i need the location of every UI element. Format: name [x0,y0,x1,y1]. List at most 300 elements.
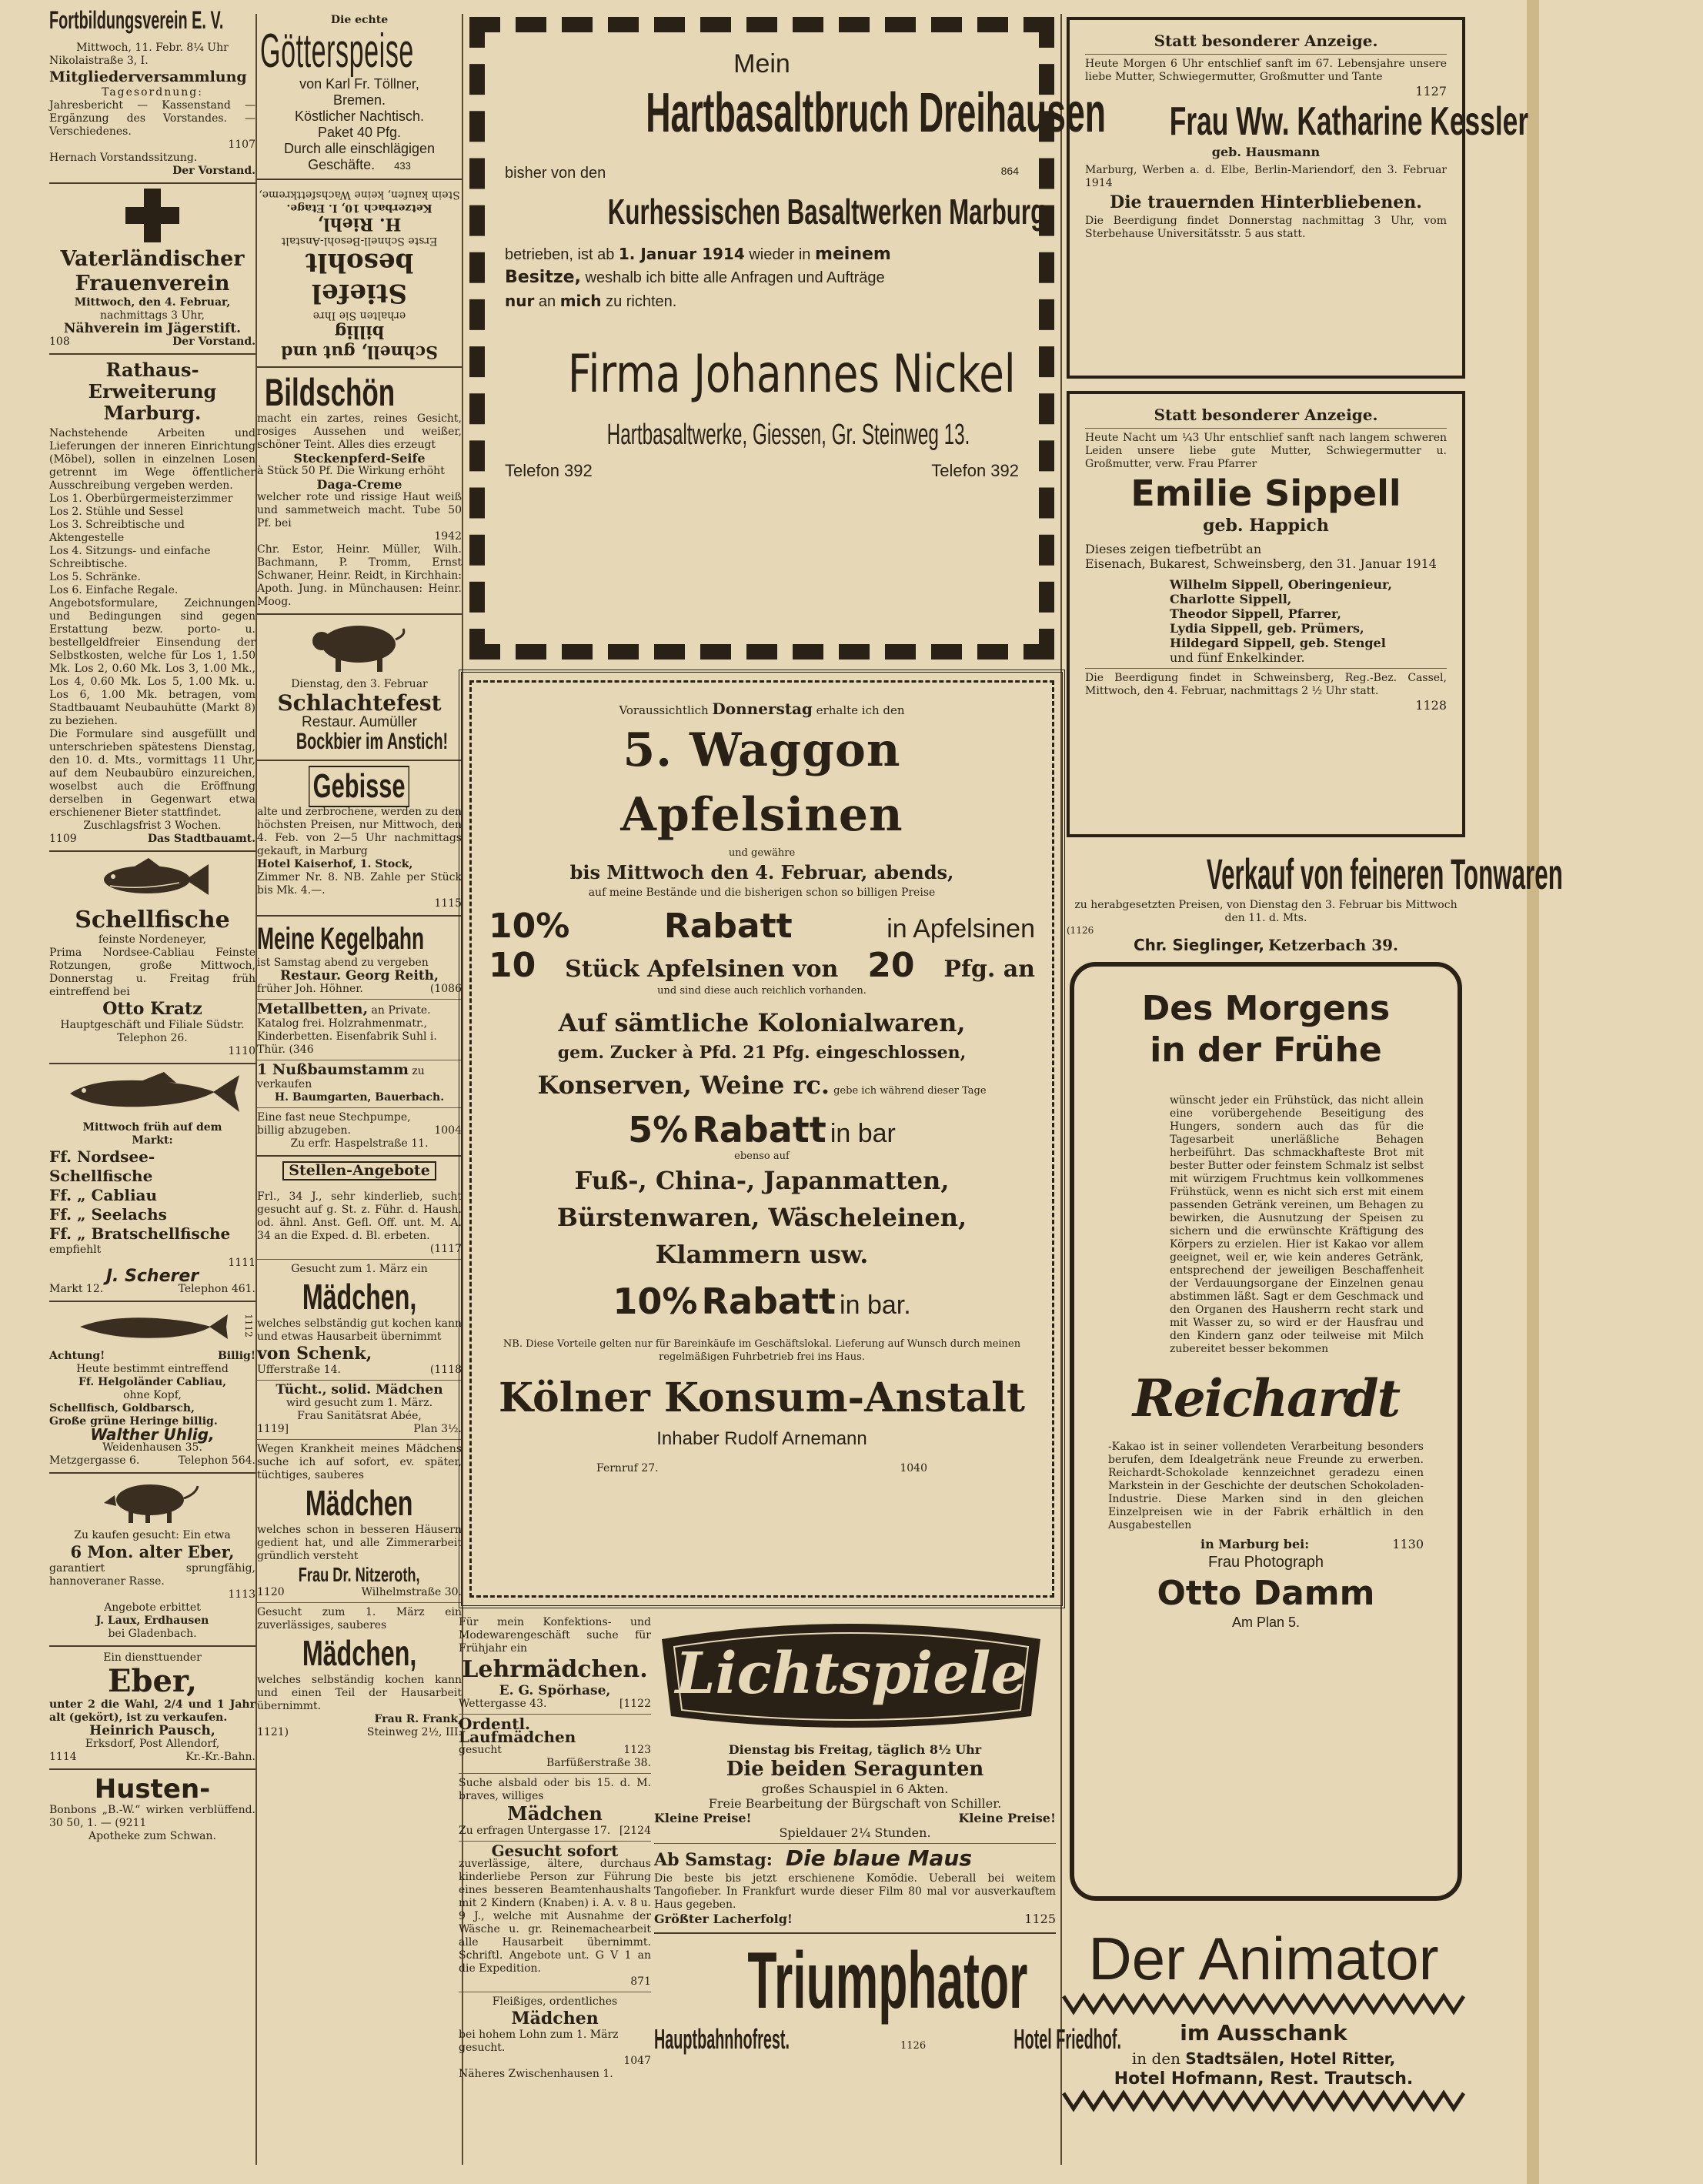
text: Marburg, Werben a. d. Elbe, Berlin-Mariendorf, den 3. Februar 1914 [1085,164,1447,189]
text: Durch alle einschlägigen [283,141,436,156]
text: Stück Apfelsinen von [565,956,839,983]
text: Heute Nacht um ¼3 Uhr entschlief sanft nach langem schweren Leiden unsere liebe gute Mutter, Schwiegermutter u. Großmutter, verw. Frau Pfarrer [1085,432,1447,470]
text: erhalte ich den [816,703,905,717]
text: garantiert sprungfähig, hannoveraner Rasse. [49,1562,255,1588]
ad-rathaus [49,359,255,846]
text: Die trauernden Hinterbliebenen. [1110,192,1422,212]
ad-code: 1111 [228,1257,255,1269]
text: in den [1131,2049,1180,2068]
phone: Telefon 392 [505,461,593,480]
text: bei Gladenbach. [108,1628,197,1640]
text: zu richten. [606,293,677,310]
ad-title: Verkauf von feineren Tonwaren [1206,850,1563,898]
text: Plan 3½. [413,1423,462,1435]
ad-title: Mädchen [507,1802,603,1825]
divider [257,1107,462,1108]
divider [49,1301,255,1302]
text: Heute bestimmt eintreffend [76,1363,229,1375]
text: in Marburg bei: [1200,1537,1310,1551]
advertiser-name: Otto Kratz [102,999,202,1019]
ad-bildschoen [257,372,462,609]
discount-percent: 10% [489,907,570,946]
text: Bremen. [332,92,386,108]
fish-icon [95,857,210,903]
text: Hauptbahnhofrest. [654,2023,790,2055]
text: gem. Zucker à Pfd. 21 Pfg. eingeschlossen, [557,1043,967,1063]
text: erhalten Sie Ihre [312,309,406,322]
ad-title: Gesucht sofort [491,1842,619,1860]
text: Hotel Friedhof. [1013,2023,1122,2055]
text: Apotheke zum Schwan. [88,1830,216,1842]
text: à Stück 50 Pf. Die Wirkung erhöht [257,465,445,477]
text: Nikolaistraße 3, I. [49,55,149,67]
company-name: Firma Johannes Nickel [568,344,1016,405]
text: in Apfelsinen [887,914,1035,943]
ad-code: 871 [630,1975,651,1988]
ad-code: (1086 [429,983,462,995]
ad-code: 1130 [1392,1537,1424,1551]
text: alte und zerbrochene, werden zu den höchsten Preisen, nur Mittwoch, den 4. Feb. von 2—5 Uhr nachmittags gekauft, in Marburg [257,806,462,857]
ad-code: (1117 [429,1243,462,1255]
list-item: Charlotte Sippell, [1170,592,1292,606]
text: Die Beerdigung findet in Schweinsberg, Reg.-Bez. Cassel, Mittwoch, den 4. Februar, nachmittags 2 ½ Uhr statt. [1085,672,1447,697]
advertiser-name: H. Baumgarten, Bauerbach. [274,1091,445,1104]
text: Zu erfr. Haspelstraße 11. [290,1137,429,1150]
text: Jahresbericht — Kassenstand — Ergänzung des Vorstandes. — Verschiedenes. [49,99,255,138]
list-item: Los 4. Sitzungs- und einfache Schreibtische. [49,545,211,570]
divider [654,1843,1056,1844]
text: Billig! [217,1350,255,1362]
heading: Mitgliederversammlung [49,68,247,85]
column-2 [257,14,462,1741]
ad-code: (1118 [429,1364,462,1376]
advertiser-name: J. Scherer [105,1267,199,1286]
list-item: Lydia Sippell, geb. Prümers, [1170,621,1364,636]
text: an [538,293,556,310]
ad-hartbasaltbruch [469,17,1107,660]
phone: Fernruf 27. [596,1462,659,1474]
ad-koelner-konsum [459,670,1065,1608]
ad-title: Metallbetten, [257,1000,369,1017]
ad-title: Götterspeise [260,25,414,78]
list-item: Los 5. Schränke. [49,571,141,583]
obituary-sippell [1067,391,1465,837]
text: Große grüne Heringe billig. [49,1415,218,1428]
text: Schellfisch, Goldbarsch, [49,1402,195,1414]
ad-fortbildungsverein [49,6,255,178]
list-item: Ff. Nordsee-Schellfische [49,1147,155,1185]
text: billig abzugeben. [257,1124,351,1137]
text: ist Samstag abend zu vergeben [257,957,429,969]
zigzag-border [1064,1993,1464,2015]
ad-code: 1112 [243,1314,255,1337]
text: Geschäfte. [308,157,376,172]
ad-code: [2124 [619,1825,651,1837]
text: Inhaber Rudolf Arnemann [656,1428,867,1449]
divider [49,1063,255,1064]
ad-lichtspiele [654,1616,1056,1926]
ad-fleissiges-maedchen [459,1995,651,2081]
text: Zuschlagsfrist 3 Wochen. [83,820,222,832]
divider [257,1155,462,1157]
text: Stadtsälen, Hotel Ritter, [1185,2049,1396,2068]
list-item: Theodor Sippell, Pfarrer, [1170,606,1341,621]
ad-gebisse [257,766,462,910]
text: Eine fast neue Stechpumpe, [257,1111,411,1124]
list-item: Los 3. Schreibtische und Aktengestelle [49,519,185,544]
ad-code: 1047 [623,2055,651,2067]
text: feinste Nordeneyer, [98,933,207,946]
text: Auf sämtliche Kolonialwaren, [558,1008,966,1037]
ad-lehrmaedchen [459,1616,651,1711]
section-stellen-angebote [257,1161,462,1256]
ad-stechpumpe [257,1111,462,1150]
ad-title: Vaterländischer [60,247,245,271]
text: Eisenach, Bukarest, Schweinsberg, den 31. Januar 1914 [1085,556,1437,571]
obituary-kessler [1067,17,1529,379]
pig-icon [309,619,409,673]
ad-laufmaedchen [459,1715,651,1770]
text: Köstlicher Nachtisch. [294,109,425,124]
text: bei hohem Lohn zum 1. März gesucht. [459,2029,619,2054]
ad-title: in der Frühe [1150,1030,1382,1070]
list-item: Wilhelm Sippell, Oberingenieur, [1170,577,1392,592]
heading: Bockbier im Anstich! [296,729,449,754]
ad-code: 1114 [49,1751,77,1763]
ad-code: 1004 [434,1124,462,1137]
text: ohne Kopf, [123,1389,182,1401]
ad-title: Stiefel besohlt [305,247,414,309]
text: Kleine Preise! [654,1811,752,1825]
ad-title: Mädchen [306,1483,413,1523]
ad-title: Frauenverein [75,272,230,296]
advertiser-name: Frau R. Frank, [374,1713,462,1725]
text: zu herabgesetzten Preisen, von Dienstag den 3. Februar bis Mittwoch den 11. d. Mts. [1074,899,1458,924]
text: Markt 12. [49,1283,104,1295]
advertiser-name: Heinrich Pausch, [89,1723,215,1738]
ad-code: 1109 [49,833,77,845]
product-name: Steckenpferd-Seife [293,451,426,466]
text: -Kakao ist in seiner vollendeten Verarbeitung besonders berufen, dem Idealgetränk neue Freunde zu erwerben. Reichardt-Schokolade kennzeichnet geradezu einen Markstein in der Geschichte der deutschen Schokoladen-Industrie. Diese Marken sind in den gleichen Einzelpreisen wie in der Fabrik erhältlich in den Ausgabestellen [1108,1441,1424,1531]
text: Fleißiges, ordentliches [492,1995,618,2008]
discount-percent: 10% [613,1281,698,1322]
text: bisher von den [505,165,606,182]
ad-code: 1125 [1024,1912,1056,1926]
ad-metallbetten [257,1000,462,1057]
advertiser-name: Otto Damm [1157,1574,1375,1613]
discount-percent: 5% [628,1109,689,1150]
product-name: Daga-Creme [316,477,402,492]
text: Chr. Estor, Heinr. Müller, Wilh. Bachmann, P. Tromm, Ernst Schwaner, Heinr. Reidt, in Kirchhain: Apoth. Jung. in Münchausen: Heinr. Moog. [257,543,462,608]
ad-schellfische-kratz [49,857,255,1058]
list-item: Ff. „ Bratschellfische [49,1224,231,1243]
text: mich [559,292,602,310]
ad-reichardt-kakao [1070,962,1462,1901]
divider [49,182,255,184]
fish-icon [75,1307,229,1345]
text: nur [505,292,535,310]
list-item: Los 2. Stühle und Sessel [49,506,184,518]
text: welcher rote und rissige Haut weiß und sammetweich macht. Tube 50 Pf. bei [257,491,462,529]
text: welches selbständig kochen kann und einen Teil der Hausarbeit übernimmt. [257,1674,462,1712]
signature: Das Stadtbauamt. [147,833,255,845]
ad-title: Lehrmädchen. [462,1656,648,1683]
text: gebe ich während dieser Tage [833,1085,987,1097]
text: Voraussichtlich [619,703,709,717]
text: 1. Januar 1914 [618,245,745,263]
advertiser-name: H. Riehl, [317,214,402,234]
column-1 [49,6,255,1845]
ad-maedchen-nitzeroth [257,1443,462,1599]
text: Erksdorf, Post Allendorf, [85,1738,220,1750]
text: meinem [814,245,891,264]
text: Ab Samstag: [654,1850,773,1870]
list-item: Los 1. Oberbürgermeisterzimmer [49,493,233,505]
text: Wegen Krankheit meines Mädchens suche ich auf sofort, ev. später, tüchtiges, sauberes [257,1443,462,1481]
ad-code: 864 [1000,165,1019,177]
text: Besitze, [505,268,581,287]
divider [257,1380,462,1381]
text: Zu kaufen gesucht: Ein etwa [74,1529,231,1541]
text: von Karl Fr. Töllner, [299,76,419,92]
divider [1085,428,1447,429]
text: Bonbons „B.-W.“ wirken verblüffend. 30 50, 1. — (9211 [49,1804,255,1829]
ad-animator [1057,1924,1470,2115]
advertiser-name: Frau Dr. Nitzeroth, [299,1563,420,1586]
text: Ein diensttuender [103,1651,202,1664]
ad-code: 1127 [1415,84,1447,99]
ad-code: 1110 [228,1045,255,1057]
text: Hotel Hofmann, Rest. Trautsch. [1114,2069,1414,2089]
text: im Ausschank [1180,2020,1347,2045]
text: wird gesucht zum 1. März. [286,1397,433,1409]
ad-title: Fortbildungsverein E. V. [49,6,224,34]
phone: Telefon 392 [931,461,1019,480]
ad-code: (1126 [1067,925,1094,936]
text: 10 [489,946,536,985]
text: ebenso auf [734,1150,790,1162]
text: weshalb ich bitte alle Anfragen und Aufträge [585,269,885,286]
text: Konserven, Weine rc. [537,1070,830,1100]
advertiser-name: E. G. Spörhase, [499,1683,611,1698]
divider [49,1768,255,1770]
text: Achtung! [49,1350,105,1362]
ad-code: 1128 [1415,698,1447,713]
text: Dienstag bis Freitag, täglich 8½ Uhr [728,1742,982,1757]
price: 20 [867,946,915,985]
divider [49,353,255,355]
text: Freie Bearbeitung der Bürgschaft von Schiller. [708,1796,1002,1811]
text: Ufferstraße 14. [257,1364,341,1376]
text: Die Formulare sind ausgefüllt und unterschrieben spätestens Dienstag, den 10. d. Mts., vormittags 11 Uhr, auf dem Neubaubüro einzureichen, woselbst auch die Eröffnung derselben in Gegenwart etwa erschienener Bieter stattfindet. [49,728,255,819]
ad-title: Mädchen, [302,1277,417,1317]
film-title: Die blaue Maus [785,1845,972,1871]
ad-title: 6 Mon. alter Eber, [70,1542,235,1561]
divider [1085,668,1447,669]
text: Dienstag, den 3. Februar [291,678,428,690]
text: Tagesordnung: [102,86,203,99]
advertiser-name: Restaur. Aumüller [302,714,417,730]
ad-title: Gebisse [309,766,409,807]
ad-code: 1123 [623,1744,651,1756]
text: welches schon in besseren Häusern gedient hat, und alle Zimmerarbeit gründlich versteht [257,1524,462,1562]
text: und fünf Enkelkinder. [1170,650,1305,665]
ad-code: (346 [289,1044,314,1056]
text: Die beste bis jetzt erschienene Komödie. Ueberall bei weitem Tangofieber. In Frankfurt wurde dieser Film 80 mal vor ausverkauftem Haus gegeben. [654,1872,1056,1911]
address: Hartbasaltwerke, Giessen, Gr. Steinweg 13. [606,419,970,451]
text: Angebote erbittet [104,1601,201,1614]
text: Donnerstag [712,700,813,718]
center-small-ads [459,1616,651,2082]
text: empfiehlt [49,1244,102,1256]
ad-title: Tücht., solid. Mädchen [275,1382,443,1398]
ad-title: Der Animator [1088,1925,1439,1992]
heading: Statt besonderer Anzeige. [1154,32,1378,50]
ad-code: 1115 [434,897,462,910]
ad-title: Triumphator [747,1936,1028,2025]
advertiser-name: Frau Sanitätsrat Abée, [297,1410,422,1422]
section-heading: Stellen-Angebote [282,1161,436,1180]
ad-eber-laux [49,1478,255,1641]
reichardt-logo: Reichardt [1132,1368,1400,1428]
text: Zimmer Nr. 8. NB. Zahle per Stück bis Mk. 4.—. [257,871,462,897]
text: Rabatt [701,1281,836,1322]
red-cross-icon [125,189,179,242]
text: wieder in [749,246,811,263]
divider [49,850,255,852]
ad-triumphator [654,1928,1122,2055]
advertiser-name: Restaur. Georg Reith, [280,968,439,983]
text: Hernach Vorstandssitzung. [49,152,198,164]
text: Die echte [330,14,389,26]
ad-maedchen-schenk [257,1263,462,1377]
text: Ketzerbach 10, I. Etage. [286,202,432,214]
text: großes Schauspiel in 6 Akten. [761,1782,949,1796]
text: Gesucht zum 1. März ein zuverlässiges, sauberes [257,1606,462,1631]
text: an Private. Katalog frei. Holzrahmenmatr., Kinderbetten. Eisenfabrik Suhl i. Thür. [257,1004,437,1056]
ad-code: 1040 [900,1462,927,1474]
ad-goetterspeise [257,14,462,174]
text: Spieldauer 2¼ Stunden. [779,1825,931,1840]
ad-eber-pausch [49,1651,255,1764]
text: unter 2 die Wahl, 2/4 und 1 Jahr alt (gekört), ist zu verkaufen. [49,1698,255,1724]
divider [257,179,462,180]
text: Dieses zeigen tiefbetrübt an [1085,542,1262,556]
divider [654,1932,1056,1934]
ad-frauenverein [49,189,255,349]
advertiser-name: J. Laux, Erdhausen [95,1615,209,1627]
divider [257,1259,462,1260]
ad-code: 1942 [434,530,462,543]
advertiser-name: Chr. Sieglinger, [1133,936,1264,954]
text: Die Beerdigung findet Donnerstag nachmittag 3 Uhr, vom Sterbehause Universitätsstr. 5 aus statt. [1085,215,1447,240]
ad-title: 5. Waggon Apfelsinen [620,723,903,842]
ad-code: 1121) [257,1726,289,1738]
ad-title: Meine Kegelbahn [257,922,425,956]
text: geb. Happich [1203,516,1329,536]
list-item: Ff. „ Seelachs [49,1205,167,1224]
ad-title: Schlachtefest [277,690,442,716]
text: Hotel Kaiserhof, 1. Stock, [257,858,413,870]
text: Näheres Zwischenhausen 1. [459,2068,613,2080]
text: bis Mittwoch den 4. Februar, abends, [569,861,954,883]
list-item: Ff. „ Cabliau [49,1186,158,1204]
text: Erste Schnell-Besohl-Anstalt [281,235,438,247]
text: Frl., 34 J., sehr kinderlieb, sucht gesucht auf g. St. z. Führ. d. Haush. od. ähnl. Anst. Gefl. Off. unt. M. A. 34 an die Exped. d. Bl. erbeten. [257,1191,462,1242]
text: welches selbständig gut kochen kann und etwas Hausarbeit übernimmt [257,1317,462,1343]
text: und gewähre [728,847,796,859]
fish-icon [64,1069,241,1117]
text: in bar. [840,1291,911,1320]
text: Gesucht zum 1. März ein [291,1263,428,1275]
divider [257,366,462,368]
text: Weidenhausen 35. [102,1441,202,1454]
ad-code: 1120 [257,1586,285,1598]
text: Mittwoch früh auf dem [82,1121,222,1134]
text: Nähverein im Jägerstift. [63,321,242,336]
address: Am Plan 5. [1231,1615,1301,1630]
ad-code: 1119] [257,1423,289,1435]
zigzag-border [1064,2090,1464,2112]
text: Ff. Helgoländer Cabliau, [78,1376,227,1388]
text: Prima Nordsee-Cabliau Feinste Rotzungen, große Mittwoch, Donnerstag u. Freitag früh eintreffend bei [49,947,255,998]
ad-title: Eber, [108,1663,197,1699]
text: Barfüßerstraße 38. [546,1757,651,1769]
ad-code: 108 [49,336,70,348]
text: auf meine Bestände und die bisherigen schon so billigen Preise [588,887,936,899]
text: Rabatt [692,1109,826,1150]
divider [257,1602,462,1603]
ad-tonwaren [1067,850,1563,954]
text: Wilhelmstraße 30. [361,1586,462,1598]
text: gesucht [459,1744,502,1756]
text: Frau Photograph [1207,1554,1324,1571]
text: Markt: [132,1134,173,1147]
text: Steinweg 2½, III. [366,1726,462,1738]
ad-title: Bildschön [265,371,396,414]
text: Metzgergasse 6. [49,1454,140,1467]
ad-gesucht-sofort [459,1842,651,1989]
text: Nachstehende Arbeiten und Lieferungen der inneren Einrichtung (Möbel), sollen in einzelnen Losen getrennt im Wege öffentlicher Ausschreibung vergeben werden. [49,427,255,492]
ad-scherer [49,1069,255,1296]
divider [257,613,462,615]
signature: Der Vorstand. [172,165,255,177]
ad-maedchen-abee [257,1384,462,1436]
film-title: Die beiden Seragunten [726,1758,984,1781]
ad-code: 1107 [228,139,255,151]
ad-maedchen-frank [257,1606,462,1739]
text: Kleine Preise! [958,1811,1056,1825]
divider [257,760,462,761]
ad-title: Rathaus-Erweiterung [88,359,217,402]
text: betrieben, ist ab [505,246,615,263]
divider [257,915,462,917]
text: Mittwoch, den 4. Februar, [74,296,231,309]
divider [1085,54,1447,55]
page-edge [1527,0,1539,2184]
text: Für mein Konfektions- und Modewarengeschäft suche für Frühjahr ein [459,1616,651,1655]
text: Hauptgeschäft und Filiale Südstr. Telephon 26. [60,1019,245,1044]
ad-title: Hartbasaltbruch Dreihausen [646,82,1107,144]
ad-riehl-upside-down [257,185,462,362]
text: Schnell, gut und billig [281,322,438,362]
list-item: Hildegard Sippell, geb. Stengel [1170,636,1386,650]
text: Größter Lacherfolg! [654,1912,793,1926]
ad-title: Des Morgens [1141,989,1391,1028]
company-name: Kölner Konsum-Anstalt [498,1374,1026,1421]
text: macht ein zartes, reines Gesicht, rosiges Aussehen und weißer, schöner Teint. Alles dies erzeugt [257,412,462,451]
divider [459,1773,651,1774]
